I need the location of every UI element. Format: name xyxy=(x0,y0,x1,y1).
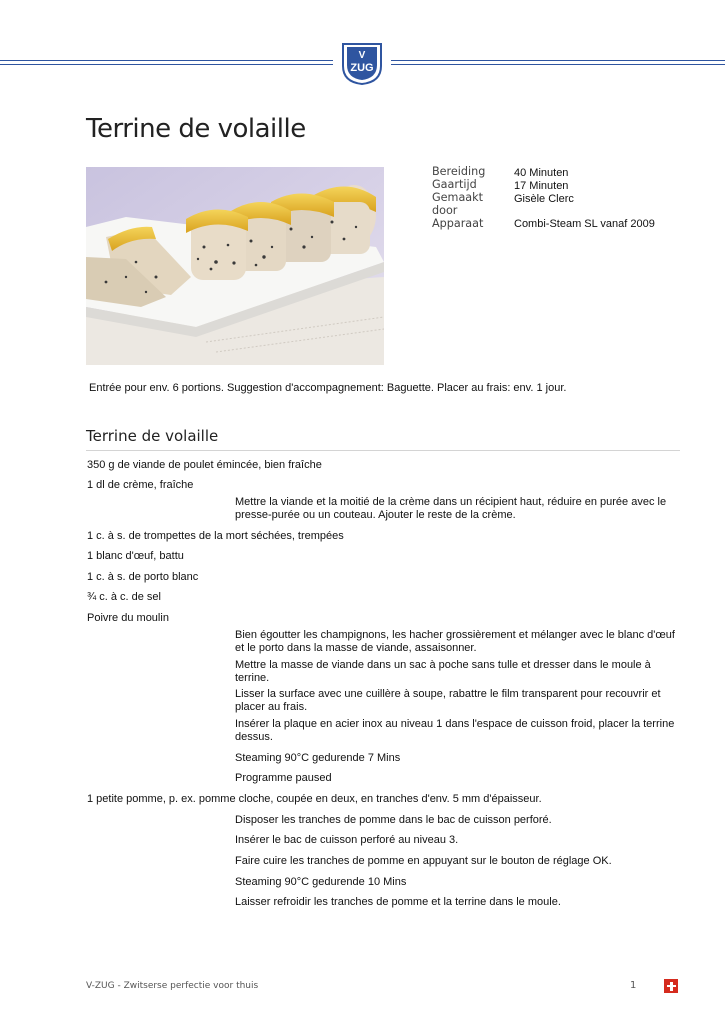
svg-text:V: V xyxy=(358,50,366,61)
section-title: Terrine de volaille xyxy=(86,427,219,445)
intro-text: Entrée pour env. 6 portions. Suggestion d'accompagnement: Baguette. Placer au frais: env. 1 jour. xyxy=(89,382,567,394)
meta-value-bereiding: 40 Minuten xyxy=(514,167,569,179)
step-item: Insérer le bac de cuisson perforé au niveau 3. xyxy=(235,834,459,846)
meta-value-gaartijd: 17 Minuten xyxy=(514,180,569,192)
step-item: Disposer les tranches de pomme dans le bac de cuisson perforé. xyxy=(235,814,552,826)
swiss-flag-icon xyxy=(664,979,678,993)
meta-label-door: door xyxy=(432,204,458,217)
step-item: Steaming 90°C gedurende 7 Mins xyxy=(235,752,401,764)
header-rule-left-2 xyxy=(0,64,333,65)
step-item: Lisser la surface avec une cuillère à soupe, rabattre le film transparent pour recouvrir et placer au frais. xyxy=(235,688,661,713)
step-item: Laisser refroidir les tranches de pomme et la terrine dans le moule. xyxy=(235,896,561,908)
svg-text:ZUG: ZUG xyxy=(350,62,374,74)
ingredient-item: 350 g de viande de poulet émincée, bien fraîche xyxy=(87,459,322,471)
ingredient-item: 1 petite pomme, p. ex. pomme cloche, coupée en deux, en tranches d'env. 5 mm d'épaisseur. xyxy=(87,793,542,805)
page-number: 1 xyxy=(630,980,637,991)
section-divider xyxy=(86,450,680,451)
meta-label-apparaat: Apparaat xyxy=(432,217,484,230)
step-item: Mettre la masse de viande dans un sac à poche sans tulle et dresser dans le moule à terrine. xyxy=(235,659,651,684)
step-item: Steaming 90°C gedurende 10 Mins xyxy=(235,876,407,888)
step-item: Mettre la viande et la moitié de la crème dans un récipient haut, réduire en purée avec le presse-purée ou un couteau. Ajouter le reste de la crème. xyxy=(235,496,667,521)
meta-label-gaartijd: Gaartijd xyxy=(432,178,477,191)
step-item: Insérer la plaque en acier inox au niveau 1 dans l'espace de cuisson froid, placer la terrine dessus. xyxy=(235,718,675,743)
recipe-title: Terrine de volaille xyxy=(86,114,306,144)
ingredient-item: ¾ c. à c. de sel xyxy=(87,591,161,603)
meta-value-apparaat: Combi-Steam SL vanaf 2009 xyxy=(514,218,655,230)
vzug-logo xyxy=(340,42,384,86)
header-rule-right-2 xyxy=(391,64,725,65)
header-rule-left-1 xyxy=(0,60,333,61)
terrine-photo xyxy=(86,167,384,365)
ingredient-item: Poivre du moulin xyxy=(87,612,169,624)
meta-label-gemaakt: Gemaakt xyxy=(432,191,484,204)
ingredient-item: 1 blanc d'œuf, battu xyxy=(87,550,184,562)
footer-text: V-ZUG - Zwitserse perfectie voor thuis xyxy=(86,981,259,991)
step-item: Programme paused xyxy=(235,772,332,784)
ingredient-item: 1 dl de crème, fraîche xyxy=(87,479,194,491)
step-item: Faire cuire les tranches de pomme en appuyant sur le bouton de réglage OK. xyxy=(235,855,612,867)
step-item: Bien égoutter les champignons, les hacher grossièrement et mélanger avec le blanc d'œuf et le porto dans la masse de viande, assaisonner. xyxy=(235,629,675,654)
meta-label-bereiding: Bereiding xyxy=(432,165,486,178)
meta-value-author: Gisèle Clerc xyxy=(514,193,574,205)
ingredient-item: 1 c. à s. de trompettes de la mort séchées, trempées xyxy=(87,530,344,542)
ingredient-item: 1 c. à s. de porto blanc xyxy=(87,571,199,583)
header-rule-right-1 xyxy=(391,60,725,61)
